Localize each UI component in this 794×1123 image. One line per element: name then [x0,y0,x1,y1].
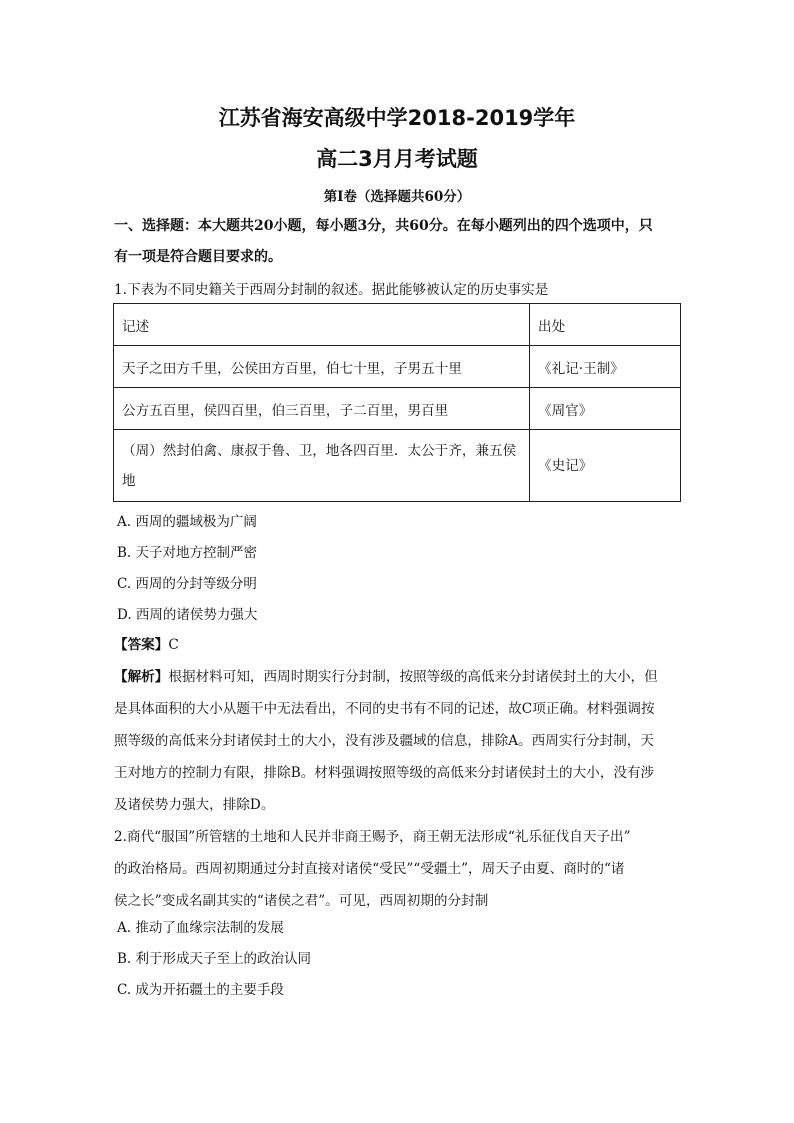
analysis-line: 王对地方的控制力有限，排除B。材料强调按照等级的高低来分封诸侯封土的大小，没有涉 [114,765,655,781]
table-cell-source: 《周官》 [530,388,681,430]
table-cell-record: （周）然封伯禽、康叔于鲁、卫，地各四百里．太公于齐，兼五侯地 [114,430,530,502]
option-b: B. 利于形成天子至上的政治认同 [117,951,312,967]
volume-label: 第Ⅰ卷（选择题共60分） [323,189,471,205]
table-cell-source: 《史记》 [530,430,681,502]
analysis-line: 及诸侯势力强大，排除D。 [114,797,275,813]
source-table [113,303,681,502]
option-c: C. 西周的分封等级分明 [117,576,257,592]
answer-value: C [168,637,179,653]
table-header-row [114,304,681,346]
analysis-line: 照等级的高低来分封诸侯封土的大小，没有涉及疆域的信息，排除A。西周实行分封制，天 [114,733,654,749]
option-a: A. 推动了血缘宗法制的发展 [117,920,284,936]
analysis-line: 【解析】根据材料可知，西周时期实行分封制，按照等级的高低来分封诸侯封土的大小，但 [114,669,658,685]
table-row [114,346,681,388]
question-1-stem: 1.下表为不同史籍关于西周分封制的叙述。据此能够被认定的历史事实是 [114,282,549,298]
section-heading [114,211,684,273]
section-heading-line-2: 有一项是符合题目要求的。 [114,249,282,265]
question-2-stem [114,821,684,917]
table-cell-record: 公方五百里，侯四百里，伯三百里，子二百里，男百里 [114,388,530,430]
table-cell-record: 天子之田方千里，公侯田方百里，伯七十里，子男五十里 [114,346,530,388]
option-b: B. 天子对地方控制严密 [117,545,258,561]
option-a: A. 西周的疆域极为广阔 [117,514,257,530]
stem-line: 2.商代“服国”所管辖的土地和人民并非商王赐予，商王朝无法形成“礼乐征伐自天子出” [114,829,631,845]
analysis-line: 是具体面积的大小从题干中无法看出，不同的史书有不同的记述，故C项正确。材料强调按 [114,701,655,717]
exam-title: 江苏省海安高级中学2018-2019学年 [218,106,576,130]
analysis-label: 【解析】 [114,669,169,685]
answer-line [114,629,684,661]
option-d: D. 西周的诸侯势力强大 [117,607,258,623]
table-header-cell: 记述 [114,304,530,346]
answer-label: 【答案】 [114,637,169,653]
table-cell-source: 《礼记·王制》 [530,346,681,388]
table-row [114,388,681,430]
analysis-block [114,661,684,821]
table-row [114,430,681,502]
exam-subtitle-title: 高二3月月考试题 [316,147,478,171]
section-heading-line-1: 一、选择题：本大题共20小题，每小题3分，共60分。在每小题列出的四个选项中，只 [114,218,653,234]
stem-line: 的政治格局。西周初期通过分封直接对诸侯“受民”“受疆土”，周天子由夏、商时的“诸 [114,861,625,877]
table-header-cell: 出处 [530,304,681,346]
option-c: C. 成为开拓疆土的主要手段 [117,982,284,998]
stem-line: 侯之长”变成名副其实的“诸侯之君”。可见，西周初期的分封制 [114,893,489,909]
